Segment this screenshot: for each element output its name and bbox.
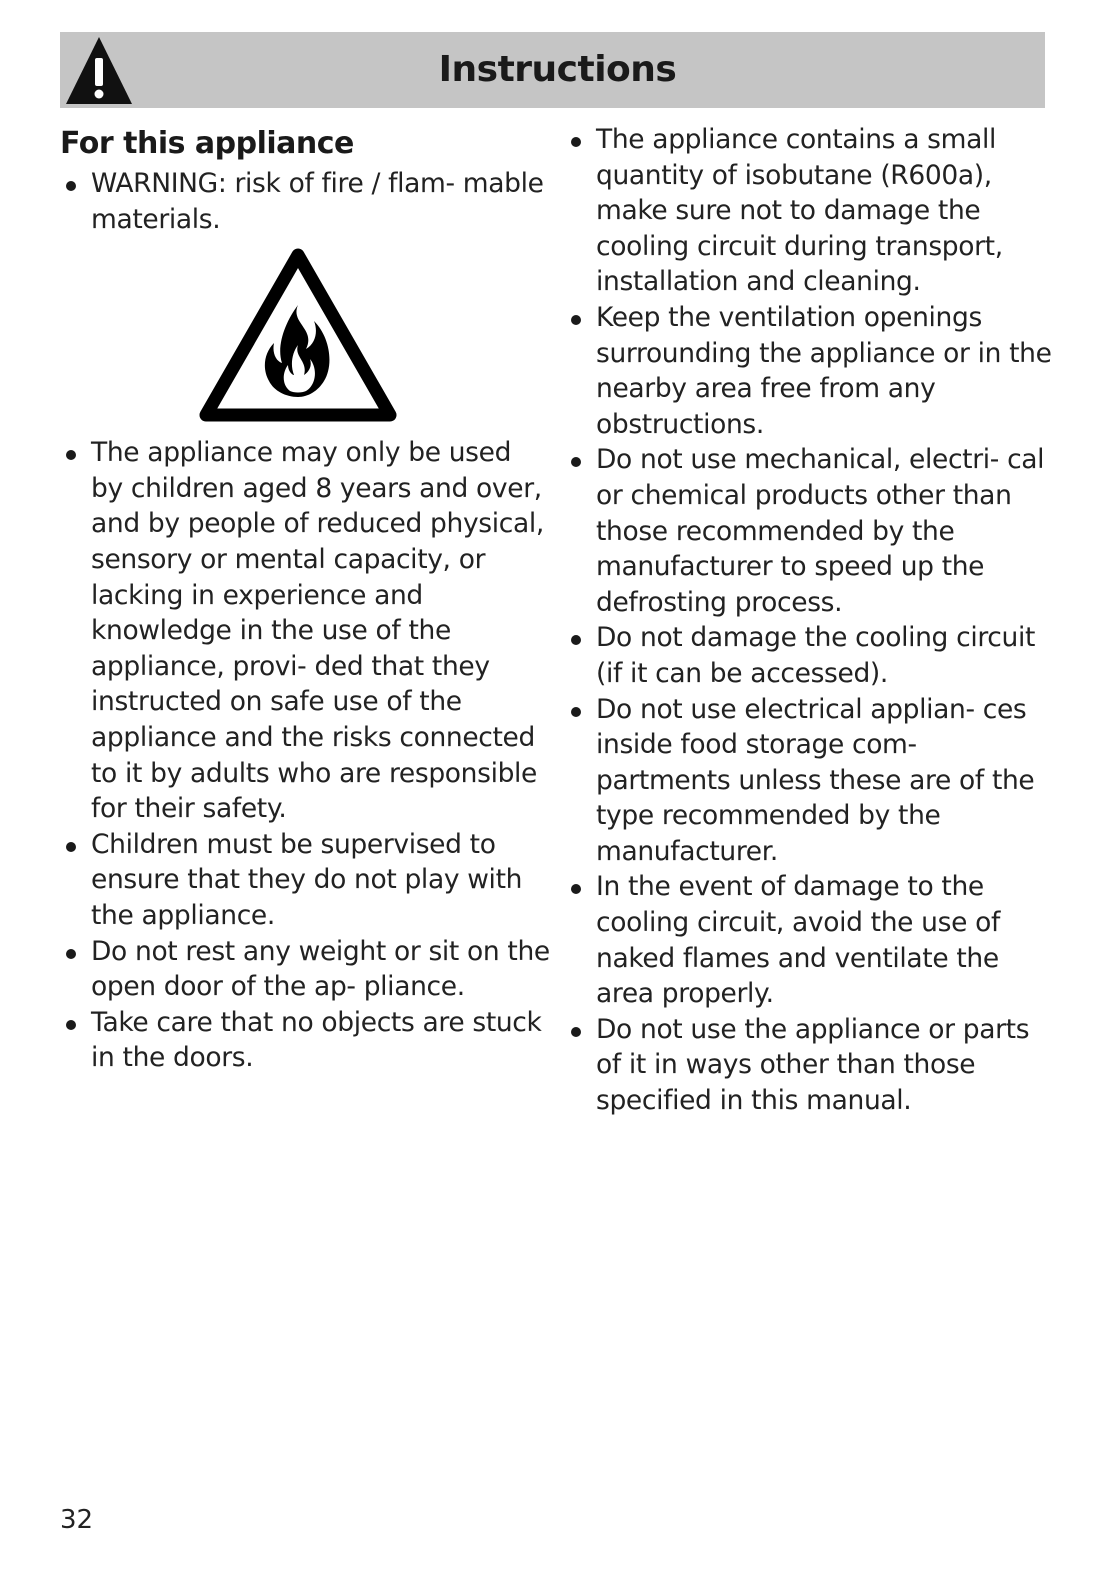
list-item: Do not rest any weight or sit on the open door of the ap- pliance. [60,934,550,1005]
right-column [565,122,1055,1119]
page-title: Instructions [438,49,677,90]
list-item: Take care that no objects are stuck in the doors. [60,1005,550,1076]
list-item: Keep the ventilation openings surrounding the appliance or in the nearby area free from any obstructions. [565,300,1055,442]
list-item: Do not use electrical applian- ces inside food storage com- partments unless these are of the type recommended by the manufacturer. [565,692,1055,870]
list-item: Do not damage the cooling circuit (if it can be accessed). [565,620,1055,691]
flammable-materials-icon [198,245,398,423]
list-item: Do not use the appliance or parts of it in ways other than those specified in this manual. [565,1012,1055,1119]
warning-list [60,166,550,237]
list-item: The appliance contains a small quantity of isobutane (R600a), make sure not to damage the cooling circuit during transport, installation and cleaning. [565,122,1055,300]
list-item: The appliance may only be used by children aged 8 years and over, and by people of reduced physical, sensory or mental capacity, or lacking in experience and knowledge in the use of the appliance, provi- ded that they instructed on safe use of the appliance and the risks connected to it by adults who are responsible for their safety. [60,435,550,827]
list-item-fire-warning: WARNING: risk of fire / flam- mable materials. [60,166,550,237]
list-item: Do not use mechanical, electri- cal or chemical products other than those recommended by the manufacturer to speed up the defrosting process. [565,442,1055,620]
header-bar [60,32,1045,108]
list-item: Children must be supervised to ensure that they do not play with the appliance. [60,827,550,934]
safety-list-left [60,435,550,1076]
list-item: In the event of damage to the cooling circuit, avoid the use of naked flames and ventilate the area properly. [565,869,1055,1011]
left-column [60,122,550,1076]
section-heading: For this appliance [60,126,354,161]
safety-list-right [565,122,1055,1119]
page-number: 32 [60,1505,94,1535]
